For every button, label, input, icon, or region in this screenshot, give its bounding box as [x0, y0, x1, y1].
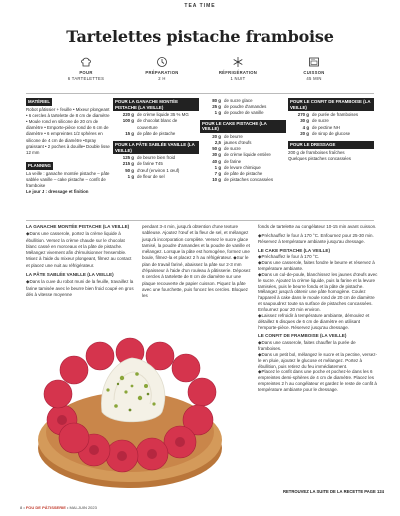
- instruction-paragraph: fonds de tartelette au congélateur 10-15 min avant cuisson.: [258, 224, 377, 229]
- cake-header: POUR LE CAKE PISTACHE (LA VEILLE): [200, 120, 286, 133]
- issue-date: • MAI-JUIN 2023: [65, 505, 97, 510]
- ingredient-quantity: 15 g: [125, 130, 134, 136]
- divider: [26, 93, 374, 94]
- ingredient-name: de poudre de vanille: [224, 110, 264, 116]
- divider: [26, 220, 374, 221]
- recipe-meta: [0, 56, 400, 81]
- instruction-paragraph: ◆Dans une casserole, portez la crème liquide à ébullition. Versez la crème chaude sur le chocolat blanc cassé en morceaux et la pâte de pistache. Mélangez vivement afin d'émulsionner l'ensemble. Mixez à l'aide du mixeur plongeant, filmez au contact et placez une nuit au réfrigérateur.: [26, 231, 132, 268]
- ingredient-name: de sirop de glucose: [312, 130, 351, 136]
- meta-value: 45 MIN: [306, 76, 322, 81]
- ingredient-quantity: 20 g: [212, 133, 221, 139]
- ingredient-quantity: 30 g: [300, 118, 309, 124]
- meta-servings: [65, 56, 107, 81]
- meta-refrigeration: [217, 56, 259, 81]
- ingredient-row: [113, 118, 199, 130]
- section-title-ganache: LA GANACHE MONTÉE PISTACHE (LA VEILLE): [26, 224, 130, 229]
- ingredient-name: de purée de framboises: [312, 112, 359, 118]
- ingredient-name: de pâte de pistache: [224, 171, 263, 177]
- ingredient-quantity: 4 g: [302, 124, 309, 130]
- ingredient-quantity: 7 g: [214, 171, 221, 177]
- ganache-ingredients: [113, 112, 199, 137]
- meta-label: RÉFRIGÉRATION: [218, 70, 258, 75]
- ingredient-name: de pectine NH: [312, 124, 340, 130]
- oven-icon: [308, 56, 320, 68]
- section-title-confit: LE CONFIT DE FRAMBOISE (LA VEILLE): [258, 333, 347, 339]
- instruction-paragraph: ◆Dans la cuve du robot muni de la feuille, travaillez la farine tamisée avec le beurre bien froid coupé en gros dés à vitesse moyenne: [26, 279, 134, 297]
- ingredient-name: de sucre glace: [224, 98, 253, 103]
- meta-label: POUR: [79, 70, 93, 75]
- meta-label: CUISSON: [303, 70, 325, 75]
- planning-header: PLANNING: [28, 163, 51, 169]
- ingredient-name: d'œuf (environ 1 œuf): [137, 167, 180, 173]
- section-title-pate: LA PÂTE SABLÉE VANILLE (LA VEILLE): [26, 272, 114, 278]
- page-number: 8 •: [20, 505, 26, 510]
- instruction-paragraph: ◆Préchauffez le four à 170 °C. ◆Dans une casserole, faites fondre le beurre et réservez à température ambiante. ◆Dans un cul-de-poule, blanchissez les jaunes d'œufs avec le sucre. Ajoutez la crème liquide, puis la farine et la levure tamisées, puis le beurre fondu et la pâte de pistache. Mélangez jusqu'à obtenir une pâte homogène. Coulez l'appareil à cake dans le moule rond de 20 cm de diamètre et saupoudrez toute sa surface de pistaches concassées. Enfournez pour 20 min environ. ◆Laissez refroidir à température ambiante, démoulez et détaillez 6 disques de 6 cm de diamètre en utilisant l'emporte-pièce. Réservez jusqu'au dressage.: [258, 254, 378, 330]
- pate-sablee-header: POUR LA PÂTE SABLÉE VANILLE (LA VEILLE): [113, 141, 199, 154]
- meta-value: 6 TARTELETTES: [67, 76, 105, 81]
- ingredients-column-2: [113, 98, 199, 180]
- instructions-column-1: [26, 224, 136, 301]
- ingredient-quantity: 25 g: [212, 104, 221, 110]
- ingredient-name: de beurre bien froid: [137, 155, 176, 161]
- ingredient-name: de pistaches concassées: [224, 177, 274, 183]
- ingredient-row: [288, 131, 374, 137]
- ingredient-name: de poudre d'amandes: [224, 104, 267, 110]
- instruction-paragraph: ◆Dans une casserole, faites chauffer la purée de framboises. ◆Dans un petit bol, mélangez le sucre et la pectine, versez-le en pluie, ajoutez le glucose et mélangez. Portez à ébullition, puis retirez du feu immédiatement. ◆Placez le confit dans une poche et pochez-le dans les 6 empreintes demi-sphères de 4 cm de diamètre. Placez les empreintes 2 h au congélateur et gardez le reste de confit à température ambiante pour le dressage.: [258, 340, 378, 392]
- confit-header: POUR LE CONFIT DE FRAMBOISE (LA VEILLE): [288, 98, 374, 111]
- ingredient-quantity: 40 g: [212, 158, 221, 164]
- confit-ingredients: [288, 112, 374, 137]
- dressage-header: POUR LE DRESSAGE: [288, 141, 374, 149]
- ingredient-quantity: 30 g: [212, 152, 221, 158]
- ganache-header: POUR LA GANACHE MONTÉE PISTACHE (LA VEILLE): [113, 98, 199, 111]
- ingredient-quantity: 80 g: [212, 98, 221, 103]
- ingredient-quantity: 50 g: [125, 167, 134, 173]
- ingredient-name: de sucre: [312, 118, 329, 124]
- materiel-text: Robot pâtissier + feuille • Mixeur plongeant • 6 cercles à tartelette de 8 cm de diamètre • Moule rond en silicone de 20 cm de diamètre • Emporte-pièce rond de 6 cm de diamètre • 6 empreintes 1/2 sphères en silicone de 4 cm de diamètre •Spray graissant • 2 poches à douille• Double lisse 12 mm: [26, 106, 110, 156]
- ingredient-quantity: 100 g: [122, 118, 134, 124]
- dressage-text: 200 g de framboises fraîches Quelques pistaches concassées: [288, 149, 351, 161]
- continued-note: RETROUVEZ LA SUITE DE LA RECETTE PAGE 124: [282, 489, 384, 494]
- pate-ingredients-continued: [200, 98, 286, 117]
- meta-value: 2 H: [158, 76, 166, 81]
- cake-ingredients: [200, 134, 286, 184]
- ingredient-row: [113, 131, 199, 137]
- pate-ingredients: [113, 155, 199, 180]
- planning-text: La veille : ganache montée pistache – pâte sablée vanille – cake pistache – confit de framboise: [26, 170, 110, 189]
- ingredients-column-4: [288, 98, 374, 162]
- ingredients-column-3: [200, 98, 286, 183]
- snowflake-icon: [232, 56, 244, 68]
- materiel-column: [26, 98, 110, 196]
- section-title-cake: LE CAKE PISTACHE (LA VEILLE): [258, 247, 330, 253]
- ingredient-name: de farine: [224, 158, 242, 164]
- ingredient-row: [200, 110, 286, 116]
- ingredient-name: de levure chimique: [224, 164, 261, 170]
- instructions-column-3: [258, 224, 378, 396]
- ingredient-name: de beurre: [224, 133, 243, 139]
- meta-cooking: [293, 56, 335, 81]
- ingredient-name: de farine T45: [137, 161, 163, 167]
- ingredient-row: [113, 174, 199, 180]
- tartlet-illustration: [22, 320, 238, 498]
- ingredient-name: de sucre: [224, 146, 241, 152]
- ingredient-name: de pâte de pistache: [137, 130, 176, 136]
- magazine-brand: FOU DE PÂTISSERIE: [25, 505, 66, 510]
- ingredient-quantity: 1 g: [214, 164, 221, 170]
- clock-icon: [156, 56, 168, 68]
- instruction-paragraph: ◆Préchauffez le four à 170 °C. Enfournez pour 25-30 min. Réservez à température ambiante jusqu'au dressage.: [258, 232, 374, 244]
- meta-value: 1 NUIT: [230, 76, 246, 81]
- ingredient-quantity: 1 g: [127, 173, 134, 179]
- tartlet-photo: [22, 320, 238, 498]
- instruction-paragraph: pendant 3-4 min, jusqu'à obtention d'une texture sableuse. Ajoutez l'œuf et la fleur de sel, et mélangez jusqu'à incorporation complète. Versez le sucre glace tamisé, la poudre d'amandes et la poudre de vanille et mélangez. Lorsque la pâte est homogène, formez une boule, filmez-la et placez 2 h au réfrigérateur. ◆Sur le plan de travail fariné, abaissez la pâte sur 2-3 mm d'épaisseur à l'aide d'un rouleau à pâtisserie. Déposez 6 cercles à tartelette de 8 cm de diamètre sur une plaque recouverte de papier cuisson. Piquez la pâte avec une fourchette, puis foncez les cercles. Bloquez les: [142, 224, 251, 299]
- meta-label: PRÉPARATION: [145, 70, 179, 75]
- chef-hat-icon: [80, 56, 92, 68]
- ingredient-name: de chocolat blanc de couverture: [137, 118, 178, 130]
- ingredient-quantity: 1 g: [214, 110, 221, 116]
- ingredient-quantity: 270 g: [297, 112, 309, 118]
- ingredient-quantity: 215 g: [122, 161, 134, 167]
- meta-preparation: [141, 56, 183, 81]
- ingredient-row: [200, 177, 286, 183]
- ingredient-quantity: 220 g: [122, 112, 134, 118]
- ingredient-name: jaunes d'œufs: [224, 140, 252, 145]
- ingredient-name: de crème liquide entière: [224, 152, 271, 158]
- ingredient-quantity: 2,5: [214, 140, 221, 145]
- ingredient-quantity: 10 g: [212, 177, 221, 183]
- ingredient-name: de crème liquide 35 % MG: [137, 112, 189, 118]
- materiel-header: MATÉRIEL: [28, 99, 51, 104]
- instructions-column-2: [142, 224, 252, 303]
- ingredient-name: de fleur de sel: [137, 173, 165, 179]
- ingredient-quantity: 50 g: [212, 146, 221, 152]
- section-kicker: TEA TIME: [184, 3, 216, 9]
- page-footer: [20, 505, 97, 510]
- ingredient-quantity: 125 g: [122, 155, 134, 161]
- page-title: Tartelettes pistache framboise: [66, 27, 334, 46]
- planning-text-day: Le jour J : dressage et finition: [26, 189, 89, 195]
- ingredient-quantity: 20 g: [300, 130, 309, 136]
